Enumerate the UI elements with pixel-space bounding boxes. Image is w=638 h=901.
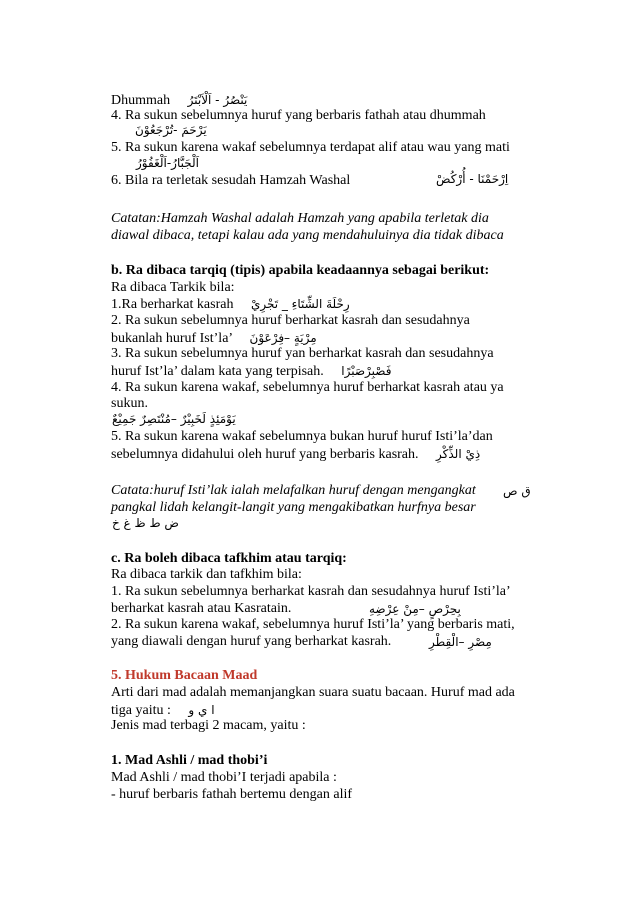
section-heading: 5. Hukum Bacaan Maad xyxy=(111,668,258,683)
arabic-example: ض ط ظ غ خ xyxy=(112,516,179,530)
text-line xyxy=(111,92,247,109)
text-line: 2. Ra sukun karena wakaf, sebelumnya huruf Isti’la’ yang berbaris mati, xyxy=(111,617,515,632)
text-line: Ra dibaca tarkik dan tafkhim bila: xyxy=(111,567,302,582)
arabic-example: رِحْلَةَ الشِّتَاءِ _ تَجْرِيْ xyxy=(250,297,350,311)
text-line: Jenis mad terbagi 2 macam, yaitu : xyxy=(111,718,306,733)
text-segment: yang diawali dengan huruf yang berharkat kasrah. xyxy=(111,634,392,649)
subsection-heading: 1. Mad Ashli / mad thobi’i xyxy=(111,753,268,768)
text-line: 4. Ra sukun sebelumnya huruf yang berbaris fathah atau dhummah xyxy=(111,108,486,123)
text-line: 1. Ra sukun sebelumnya berharkat kasrah dan sesudahnya huruf Isti’la’ xyxy=(111,584,511,599)
section-heading: c. Ra boleh dibaca tafkhim atau tarqiq: xyxy=(111,551,347,566)
arabic-example: اَلْجَبَّارُ-اَلْغَفُوْرُ xyxy=(136,156,199,170)
arabic-example: اِرْحَمْنَا - أُرْكُضْ xyxy=(436,172,509,186)
arabic-example: يَوْمَئِذٍ لَخَبِيْرٌ –مُنْتَصِرٌ جَمِيْعٌ xyxy=(112,412,236,426)
arabic-example: ا ي و xyxy=(188,703,215,717)
arabic-example: يَنْصُرُ - اَلْاَبْتَرُ xyxy=(187,93,248,107)
section-heading: b. Ra dibaca tarqiq (tipis) apabila keadaannya sebagai berikut: xyxy=(111,263,490,278)
text-line xyxy=(111,173,350,189)
text-line: 5. Ra sukun karena wakaf sebelumnya terdapat alif atau wau yang mati xyxy=(111,140,510,155)
arabic-example: مِصْرِ –الْقِطْرِ xyxy=(429,635,492,649)
text-line xyxy=(111,363,391,380)
text-line: 4. Ra sukun karena wakaf, sebelumnya huruf berharkat kasrah atau ya xyxy=(111,380,504,395)
text-line: 3. Ra sukun sebelumnya huruf yan berharkat kasrah dan sesudahnya xyxy=(111,346,494,361)
arabic-example: ق ص xyxy=(503,484,531,498)
text-line: Ra dibaca Tarkik bila: xyxy=(111,280,235,295)
text-line xyxy=(111,634,391,650)
note-line: diawal dibaca, tetapi kalau ada yang mendahuluinya dia tidak dibaca xyxy=(111,228,504,243)
text-segment: huruf Ist’la’ dalam kata yang terpisah. xyxy=(111,364,324,379)
text-line: 2. Ra sukun sebelumnya huruf berharkat kasrah dan sesudahnya xyxy=(111,313,470,328)
text-line: - huruf berbaris fathah bertemu dengan alif xyxy=(111,787,353,802)
text-line: Arti dari mad adalah memanjangkan suara suatu bacaan. Huruf mad ada xyxy=(111,685,515,700)
text-line xyxy=(111,296,350,313)
note-line xyxy=(111,483,476,499)
text-segment: 1.Ra berharkat kasrah xyxy=(111,297,234,312)
arabic-example: مِرْيَةٍ –فِرْعَوْنَ xyxy=(249,331,317,345)
text-line: Mad Ashli / mad thobi’I terjadi apabila : xyxy=(111,770,337,785)
arabic-example: فَصْبِرْصَبْرًا xyxy=(341,364,392,378)
text-segment: tiga yaitu : xyxy=(111,703,171,718)
text-segment: sebelumnya didahului oleh huruf yang berbaris kasrah. xyxy=(111,447,419,462)
note-line: pangkal lidah kelangit-langit yang mengakibatkan hurfnya besar xyxy=(111,500,476,515)
arabic-example: يَرْحَمَ -تُرْجَعُوْنَ xyxy=(135,123,207,137)
note-line: Catatan:Hamzah Washal adalah Hamzah yang apabila terletak dia xyxy=(111,211,489,226)
text-line: sukun. xyxy=(111,396,148,411)
text-segment: 6. Bila ra terletak sesudah Hamzah Washal xyxy=(111,173,351,188)
arabic-example: ذِيْ الذِّكْرِ xyxy=(436,447,481,461)
text-line xyxy=(111,702,215,719)
text-segment: Catata:huruf Isti’lak ialah melafalkan huruf dengan mengangkat xyxy=(111,483,476,498)
text-segment: berharkat kasrah atau Kasratain. xyxy=(111,601,292,616)
text-segment: Dhummah xyxy=(111,93,171,108)
text-line xyxy=(111,446,480,463)
text-line xyxy=(111,601,291,617)
text-line xyxy=(111,330,317,347)
text-line: 5. Ra sukun karena wakaf sebelumnya bukan huruf huruf Isti’la’dan xyxy=(111,429,493,444)
text-segment: bukanlah huruf Ist’la’ xyxy=(111,331,233,346)
arabic-example: بِحِرْصٍ –مِنْ عِرْضِهِ xyxy=(369,602,461,616)
